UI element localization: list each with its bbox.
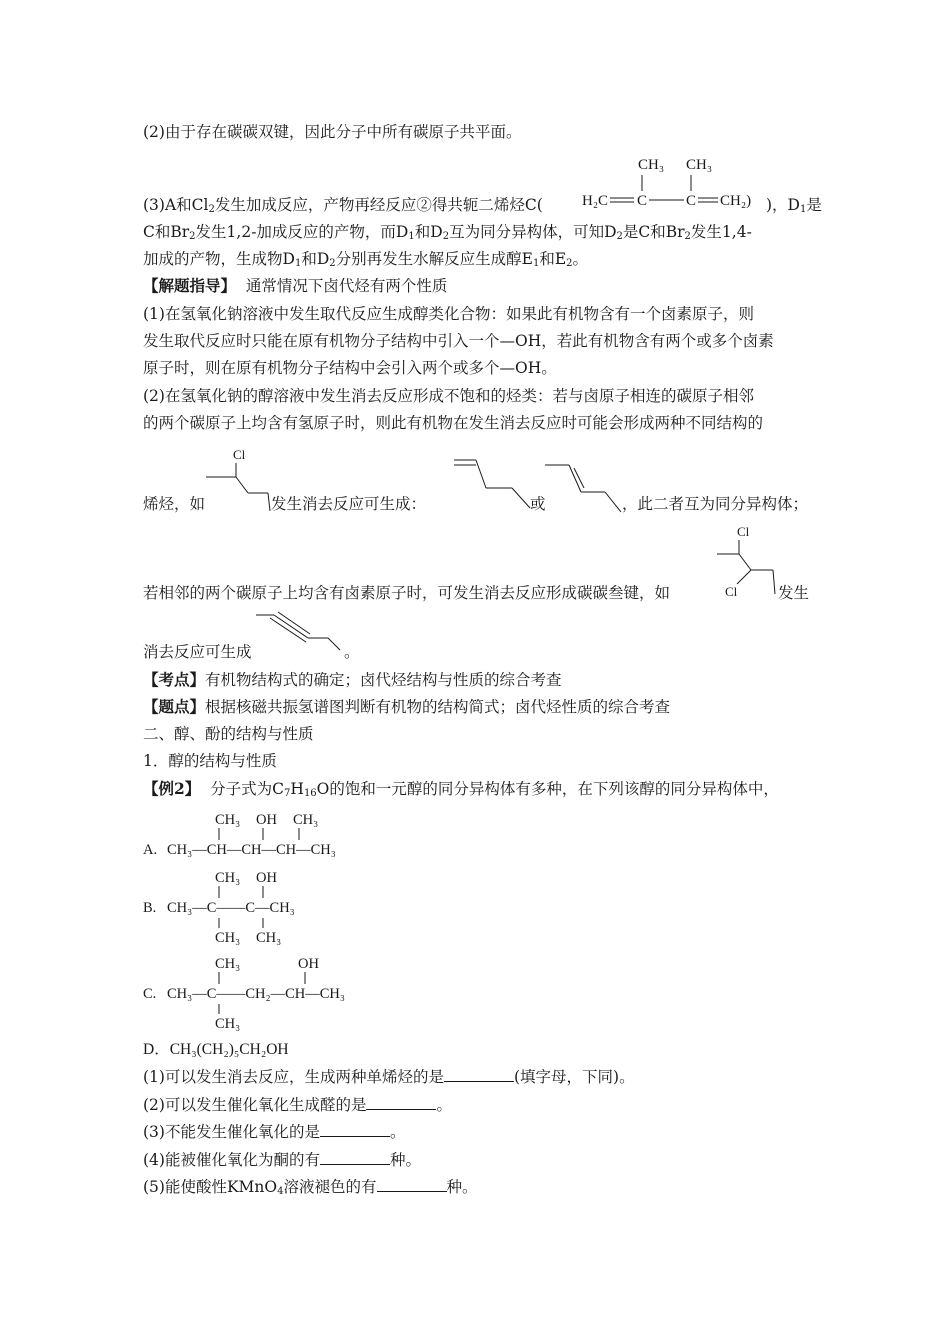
ch3-label: CH₃	[215, 1016, 241, 1032]
text-run: 分别再发生水解反应生成醇E	[335, 250, 533, 268]
text-run: 种。	[446, 1178, 478, 1196]
subscript: 1	[294, 258, 302, 269]
text-run: 。	[572, 250, 589, 268]
ch3-label: CH₃	[215, 870, 241, 886]
text-run: (填字母，下同)。	[513, 1068, 635, 1086]
guide-p2-line4-b: 发生	[778, 584, 810, 602]
answer-line-3	[143, 195, 543, 220]
subscript: 2	[616, 231, 623, 242]
guide-p2-line1: (2)在氢氧化钠的醇溶液中发生消去反应形成不饱和的烃类：若与卤原子相连的碳原子相邻	[143, 387, 754, 405]
text-run: 溶液褪色的有	[283, 1178, 377, 1196]
guide-p2-line2: 的两个碳原子上均含有氢原子时，则此有机物在发生消去反应时可能会形成两种不同结构的	[143, 414, 764, 432]
guide-p2-line3-d: ，此二者互为同分异构体；	[622, 495, 809, 513]
question-5	[143, 1177, 478, 1202]
question-2	[143, 1095, 452, 1115]
subscript: 1	[408, 231, 415, 242]
cl-label: Cl	[725, 584, 738, 599]
text-run: 是	[806, 196, 822, 214]
answer-blank[interactable]	[320, 1150, 390, 1165]
guide-p2-line3-c: 或	[530, 495, 546, 513]
guide-p1-line1: (1)在氢氧化钠溶液中发生取代反应生成醇类化合物：如果此有机物含有一个卤素原子，则	[143, 305, 754, 323]
answer-line-2: (2)由于存在碳碳双键，因此分子中所有碳原子共平面。	[143, 123, 522, 141]
ch3-label: CH₃	[215, 930, 241, 946]
guide-heading	[143, 276, 447, 296]
main-chain: CH₃—CH—CH—CH—CH₃	[167, 842, 336, 858]
subscript: 4	[277, 1186, 284, 1197]
guide-p2-line4-a: 若相邻的两个碳原子上均含有卤素原子时，可发生消去反应形成碳碳叁键，如	[143, 584, 671, 602]
kaodian	[143, 670, 562, 690]
subsection-heading: 1．醇的结构与性质	[143, 752, 277, 770]
ch3-label: CH₃	[256, 930, 282, 946]
main-chain: CH₃—C——C—CH₃	[167, 900, 295, 916]
guide-p2-line5-b: 。	[344, 643, 360, 661]
answer-line-5	[143, 249, 588, 274]
subscript: 1	[799, 204, 807, 215]
option-label: C.	[143, 986, 157, 1002]
carbon-label: C	[686, 193, 697, 209]
text-run: 和D	[414, 223, 443, 241]
guide-title: 通常情况下卤代烃有两个性质	[245, 277, 448, 295]
kaodian-text: 有机物结构式的确定；卤代烃结构与性质的综合考查	[205, 671, 562, 689]
guide-p2-line5-a: 消去反应可生成	[143, 643, 252, 661]
ch3-label: CH₃	[638, 157, 665, 173]
text-run: (2)可以发生催化氧化生成醛的是	[143, 1096, 367, 1114]
text-run: 发生1,2-加成反应的产物，而D	[195, 223, 409, 241]
carbon-label: C	[637, 193, 648, 209]
subscript: 2	[208, 204, 215, 215]
text-run: 分子式为C	[210, 780, 285, 798]
subscript: 2	[442, 231, 450, 242]
subscript: 16	[303, 788, 317, 799]
text-run: 。	[389, 1123, 406, 1141]
option-a	[143, 808, 403, 864]
chloro-alkane-structure	[206, 445, 271, 515]
ch3-label: CH₃	[293, 812, 319, 828]
subscript: 2	[684, 231, 691, 242]
answer-blank[interactable]	[444, 1067, 514, 1082]
question-1	[143, 1067, 635, 1087]
option-label: A.	[143, 842, 158, 858]
option-c	[143, 952, 403, 1036]
question-4	[143, 1150, 421, 1170]
answer-blank[interactable]	[366, 1095, 436, 1110]
text-run: 是C和Br	[622, 223, 685, 241]
text-run: 和E	[539, 250, 567, 268]
subscript: 7	[284, 788, 291, 799]
example-2	[143, 779, 779, 804]
cl-label: Cl	[737, 524, 750, 539]
oh-label: OH	[298, 956, 319, 972]
main-chain: CH₃—C——CH₂—CH—CH₃	[167, 986, 345, 1002]
text-run: (4)能被催化氧化为酮的有	[143, 1151, 320, 1169]
guide-p2-line3-a: 烯烃，如	[143, 495, 206, 513]
text-run: 发生1,4-	[690, 223, 752, 241]
text-run: 。	[436, 1096, 452, 1114]
option-label: B.	[143, 900, 157, 916]
oh-label: OH	[256, 812, 277, 828]
text-run: 互为同分异构体，可知D	[449, 223, 617, 241]
answer-line-4	[143, 222, 752, 247]
tidian-label: 【题点】	[143, 697, 206, 716]
text-run: (3)A和Cl	[143, 196, 209, 214]
answer-line-3-end	[766, 195, 822, 220]
alkene-product-2	[545, 462, 625, 517]
answer-blank[interactable]	[377, 1177, 447, 1192]
example-label: 【例2】	[143, 779, 201, 798]
text-run: )，D	[766, 196, 800, 214]
text-run: 加成的产物，生成物D	[143, 250, 295, 268]
h2c-label: H₂C	[582, 193, 609, 209]
text-run: 种。	[389, 1151, 421, 1169]
text-run: 和D	[301, 250, 330, 268]
kaodian-label: 【考点】	[143, 670, 206, 689]
guide-label: 【解题指导】	[143, 276, 237, 295]
text-run: C和Br	[143, 223, 190, 241]
ch3-label: CH₃	[215, 812, 241, 828]
tidian	[143, 697, 670, 717]
section-heading: 二、醇、酚的结构与性质	[143, 725, 314, 743]
answer-blank[interactable]	[320, 1122, 390, 1137]
cl-label: Cl	[233, 447, 246, 462]
oh-label: OH	[256, 870, 277, 886]
ch3-label: CH₃	[686, 157, 713, 173]
guide-p1-line2: 发生取代反应时只能在原有机物分子结构中引入一个—OH，若此有机物含有两个或多个卤素	[143, 332, 774, 350]
text-run: (1)可以发生消去反应，生成两种单烯烃的是	[143, 1068, 444, 1086]
question-3	[143, 1122, 405, 1142]
text-run: (5)能使酸性KMnO	[143, 1178, 278, 1196]
text-run: H	[290, 780, 304, 798]
subscript: 2	[329, 258, 336, 269]
text-run: (3)不能发生催化氧化的是	[143, 1123, 320, 1141]
option-d: D．CH₃(CH₂)₅CH₂OH	[143, 1041, 289, 1058]
subscript: 2	[566, 258, 573, 269]
alkyne-product	[256, 614, 346, 654]
option-b	[143, 866, 403, 950]
diene-structure	[558, 153, 798, 217]
subscript: 1	[532, 258, 540, 269]
subscript: 2	[189, 231, 196, 242]
guide-p2-line3-b: 发生消去反应可生成：	[271, 495, 427, 513]
guide-p1-line3: 原子时，则在原有机物分子结构中会引入两个或多个—OH。	[143, 359, 557, 377]
ch2-label: CH₂)	[720, 193, 752, 209]
text-run: O的饱和一元醇的同分异构体有多种，在下列该醇的同分异构体中，	[316, 780, 779, 798]
dichloro-alkane-structure	[707, 522, 787, 602]
ch3-label: CH₃	[215, 956, 241, 972]
text-run: 发生加成反应，产物再经反应②得共轭二烯烃C(	[214, 196, 543, 214]
tidian-text: 根据核磁共振氢谱图判断有机物的结构简式；卤代烃性质的综合考查	[205, 698, 671, 716]
alkene-product-1	[454, 458, 534, 513]
